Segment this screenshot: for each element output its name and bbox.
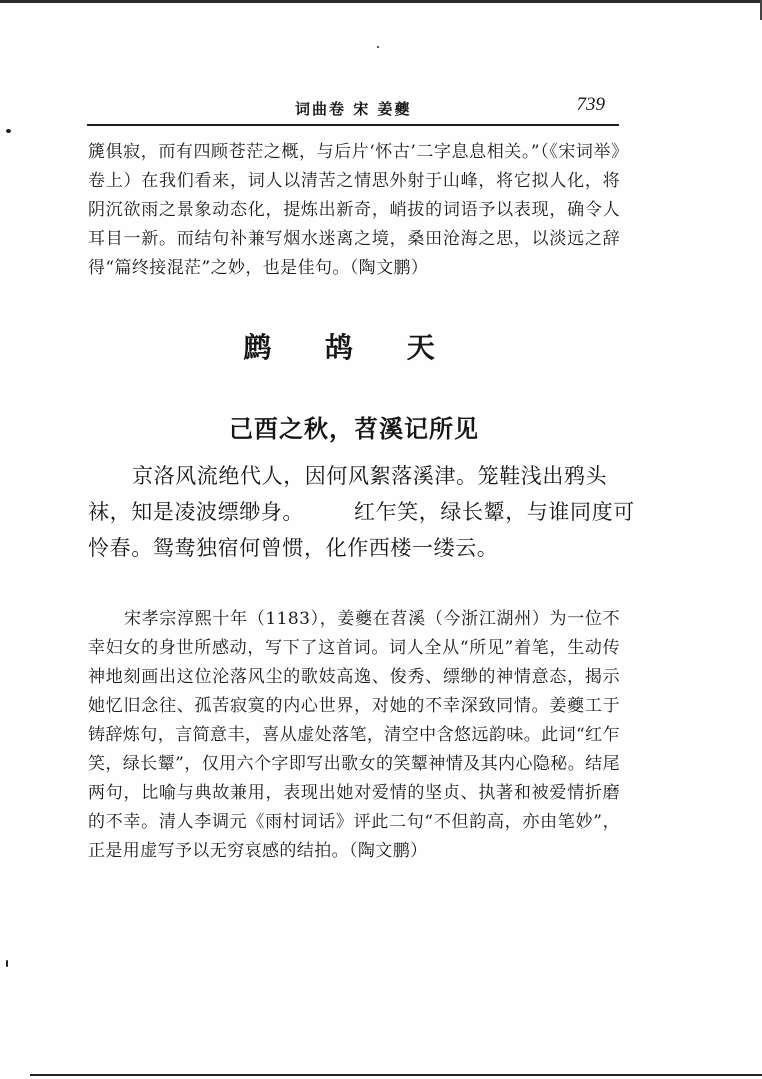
header-title: 词曲卷 宋 姜夔 xyxy=(295,100,412,118)
poem-text xyxy=(88,458,635,566)
poem-title: 鹧 鸪 天 xyxy=(243,331,457,364)
running-header xyxy=(90,94,617,122)
scan-speck xyxy=(6,960,8,967)
poem-line-segment: 红乍笑，绿长颦，与谁同度可 xyxy=(354,500,635,524)
poem-subtitle: 己酉之秋，苕溪记所见 xyxy=(229,415,479,443)
commentary: 宋孝宗淳熙十年（1183），姜夔在苕溪（今浙江湖州）为一位不幸妇女的身世所感动，写下了这首词。词人全从“所见”着笔，生动传神地刻画出这位沦落风尘的歌妓高逸、俊秀、缥缈的神情意态，揭示她忆旧念往、孤苦寂寞的内心世界，对她的不幸深致同情。姜夔工于铸辞炼句，言简意丰，喜从虚处落笔，清空中含悠远韵味。此词“红乍笑，绿长颦”，仅用六个字即写出歌女的笑颦神情及其内心隐秘。结尾两句，比喻与典故兼用，表现出她对爱情的坚贞、执著和被爱情折磨的不幸。清人李调元《雨村词话》评此二句“不但韵高，亦由笔妙”，正是用虚写予以无穷哀感的结拍。（陶文鹏） xyxy=(88,609,620,861)
scan-speck xyxy=(377,46,379,48)
poem-line xyxy=(88,494,635,530)
scan-border-top xyxy=(0,0,762,3)
previous-commentary-end: 篪俱寂，而有四顾苍茫之概，与后片‘怀古’二字息息相关。”（《宋词举》卷上）在我们看来，词人以清苦之情思外射于山峰，将它拟人化，将阴沉欲雨之景象动态化，提炼出新奇，峭拔的词语予以表现，确令人耳目一新。而结句补兼写烟水迷离之境，桑田沧海之思，以淡远之辞得“篇终接混茫”之妙，也是佳句。（陶文鹏） xyxy=(88,142,620,278)
page-number: 739 xyxy=(576,94,605,115)
scan-speck xyxy=(6,129,11,133)
poem-line-segment: 袜，知是凌波缥缈身。 xyxy=(88,500,304,524)
header-rule xyxy=(87,124,619,126)
poem-line: 京洛风流绝代人，因何风絮落溪津。笼鞋浅出鸦头 xyxy=(132,464,608,488)
poem-line: 怜春。鸳鸯独宿何曾惯，化作西楼一缕云。 xyxy=(88,536,499,560)
scan-border-bottom xyxy=(30,1074,762,1076)
